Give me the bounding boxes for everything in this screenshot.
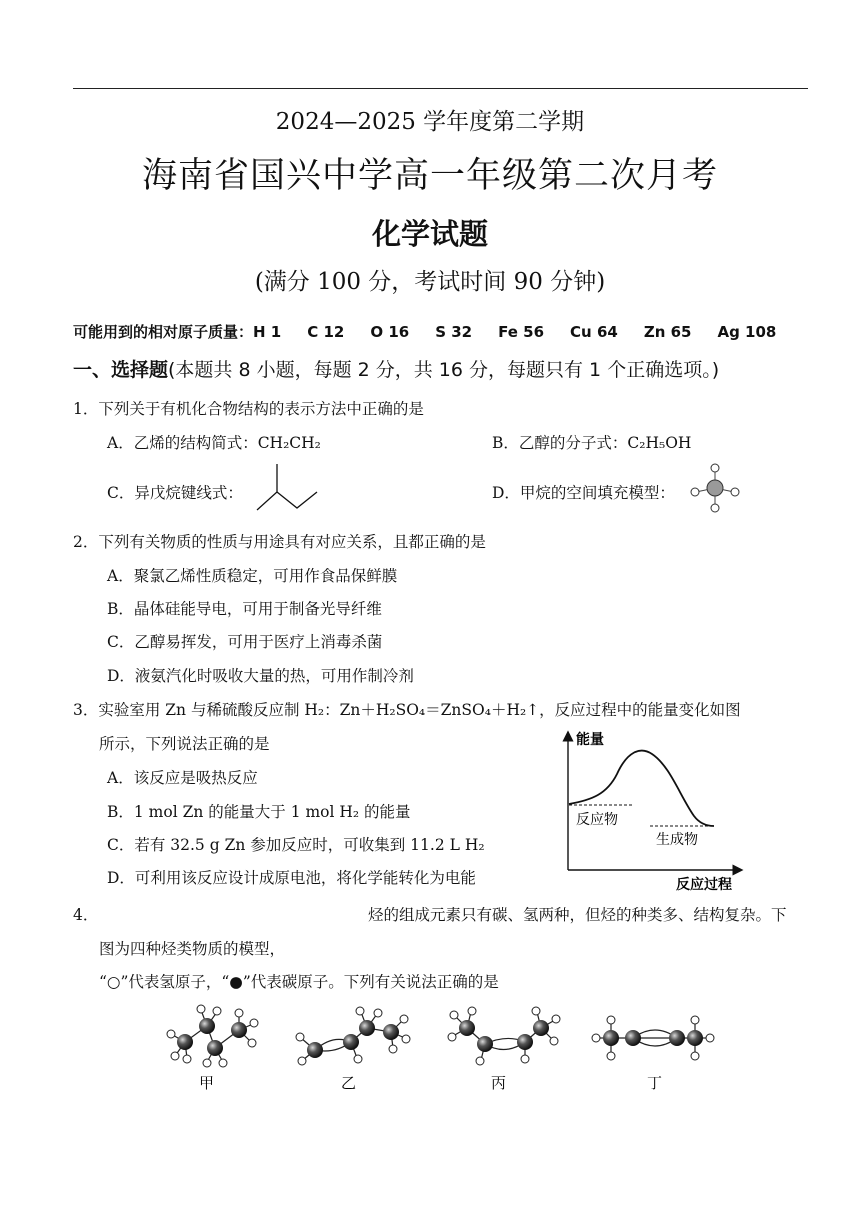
isopentane-skeletal-formula (255, 462, 325, 516)
q1-option-b: B．乙醇的分子式：C₂H₅OH (492, 434, 692, 452)
top-rule (73, 88, 808, 89)
section-title: 一、选择题 (73, 359, 169, 381)
energy-axis-label: 能量 (576, 732, 604, 748)
q3-option-c: C．若有 32.5 g Zn 参加反应时，可收集到 11.2 L H₂ (107, 836, 485, 854)
reactant-label: 反应物 (576, 812, 618, 828)
mass-zn: Zn 65 (643, 323, 692, 341)
hydrocarbon-models (155, 998, 735, 1098)
mass-ag: Ag 108 (717, 323, 777, 341)
methane-space-filling-model (688, 462, 744, 514)
q3-stem: 3．实验室用 Zn 与稀硫酸反应制 H₂：Zn＋H₂SO₄＝ZnSO₄＋H₂↑，反应过程中的能量变化如图 (73, 701, 741, 719)
model-yi-label: 乙 (341, 1074, 357, 1092)
q4-stem: 烃的组成元素只有碳、氢两种，但烃的种类多、结构复杂。下 (368, 906, 787, 924)
model-ding-label: 丁 (647, 1074, 663, 1092)
q2-option-d: D．液氨汽化时吸收大量的热，可用作制冷剂 (107, 667, 414, 685)
q3-option-a: A．该反应是吸热反应 (107, 769, 258, 787)
mass-o: O 16 (370, 323, 410, 341)
mass-h: H 1 (253, 323, 282, 341)
q2-option-c: C．乙醇易挥发，可用于医疗上消毒杀菌 (107, 633, 383, 651)
q3-option-d: D．可利用该反应设计成原电池，将化学能转化为电能 (107, 869, 476, 887)
energy-diagram (552, 724, 752, 896)
subject-title: 化学试题 (371, 217, 488, 251)
q1-stem: 1．下列关于有机化合物结构的表示方法中正确的是 (73, 400, 424, 418)
q1-option-c: C．异戊烷键线式： (107, 484, 243, 502)
atomic-masses-label: 可能用到的相对原子质量： (73, 323, 254, 341)
q1-option-d: D．甲烷的空间填充模型： (492, 484, 675, 502)
q3-option-b: B．1 mol Zn 的能量大于 1 mol H₂ 的能量 (107, 803, 411, 821)
q4-number: 4． (73, 906, 99, 924)
q2-stem: 2．下列有关物质的性质与用途具有对应关系，且都正确的是 (73, 533, 486, 551)
score-time-note: (满分 100 分，考试时间 90 分钟) (254, 269, 606, 295)
q4-stem-cont: 图为四种烃类物质的模型， (99, 940, 286, 958)
model-bing (453, 1012, 555, 1060)
atomic-masses (73, 321, 776, 342)
term-title: 2024—2025 学年度第二学期 (275, 109, 585, 135)
process-axis-label: 反应过程 (676, 877, 732, 893)
mass-s: S 32 (435, 323, 473, 341)
q1-option-a: A．乙烯的结构简式：CH₂CH₂ (107, 434, 321, 452)
model-jia-label: 甲 (199, 1074, 215, 1092)
q2-option-a: A．聚氯乙烯性质稳定，可用作食品保鲜膜 (107, 567, 398, 585)
mass-c: C 12 (307, 323, 345, 341)
section-note: (本题共 8 小题，每题 2 分，共 16 分，每题只有 1 个正确选项。) (168, 359, 720, 381)
q2-option-b: B．晶体硅能导电，可用于制备光导纤维 (107, 600, 382, 618)
mass-cu: Cu 64 (570, 323, 618, 341)
q4-stem-note: “○”代表氢原子，“●”代表碳原子。下列有关说法正确的是 (99, 973, 499, 991)
mass-fe: Fe 56 (498, 323, 545, 341)
exam-title: 海南省国兴中学高一年级第二次月考 (141, 156, 718, 196)
model-bing-label: 丙 (491, 1074, 507, 1092)
section-heading (73, 355, 719, 382)
q3-stem-cont: 所示，下列说法正确的是 (99, 735, 270, 753)
product-label: 生成物 (656, 832, 698, 848)
